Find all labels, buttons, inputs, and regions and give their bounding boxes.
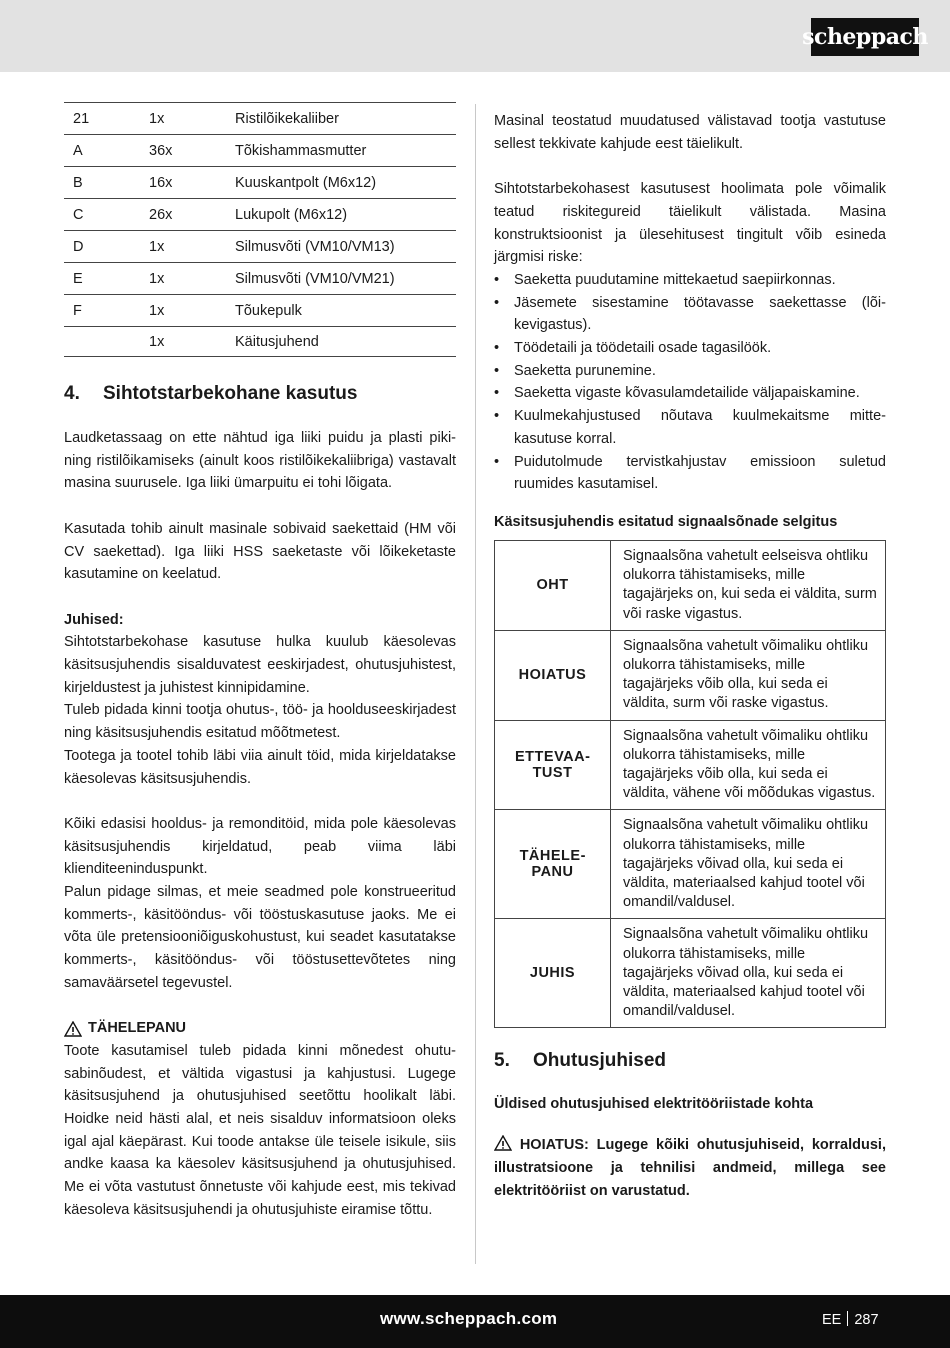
part-name: Tõukepulk [226,295,456,327]
modifications-paragraph: Masinal teostatud muudatused välistavad tootja vastutuse sellest tekkivate kahjude eest täielikult. [494,113,886,152]
right-column [494,110,886,1203]
part-quantity: 1x [140,103,226,135]
section-5-heading: 5. Ohutusjuhised [494,1050,666,1072]
risk-item: • Jäsemete sisestamine töötavasse saekettasse (lõikevigastus). [494,292,886,337]
instructions-label: Juhised: [64,611,124,628]
parts-row [64,167,456,199]
page-indicator [822,1311,879,1328]
part-id: B [64,167,140,199]
residual-risk-paragraph: Sihtotstarbekohasest kasutusest hoolimata pole võimalik teatud riskitegureid täielikult välistada. Masina konstruktsioonist ja ülesehitusest tingitult võib esineda järgmisi riske: [494,181,886,266]
parts-row [64,135,456,167]
signal-word: TÄHELEPANU [495,810,611,919]
part-id: A [64,135,140,167]
saw-blade-paragraph: Kasutada tohib ainult masinale sobivaid saekettaid (HM või CV saekettad). Iga liiki HSS saeketaste või lõikeketaste kasutamine on keelatud. [64,520,456,583]
risk-item: • Töödetaili ja töödetaili osade tagasilöök. [494,337,886,360]
risk-list [494,269,886,496]
risk-item: • Saeketta puudutamine mittekaetud saepiirkonnas. [494,269,886,292]
section-4-heading: 4. Sihtotstarbekohane kasutus [64,383,358,404]
signal-description: Signaalsõna vahetult võimaliku ohtliku olukorra tähistamiseks, mille tagajärjeks võivad olla, kui seda ei väldita, materiaalsed kahjud tootel või omandil/valdusel. [611,810,886,919]
maintenance-paragraph: Kõiki edasisi hooldus- ja remonditöid, mida pole käesolevas käsitsusjuhendis kirjeldatud, peab viima läbi klienditeeninduspunkt. [64,815,456,878]
warning-triangle-icon [64,1021,82,1037]
parts-row [64,263,456,295]
signal-word: JUHIS [495,919,611,1028]
brand-logo: scheppach [811,18,919,56]
part-quantity: 16x [140,167,226,199]
parts-table [64,102,456,357]
signal-row [495,720,886,810]
part-quantity: 1x [140,295,226,327]
signal-words-title: Käsitsusjuhendis esitatud signaalsõnade selgitus [494,513,838,530]
parts-row [64,103,456,135]
part-name: Kuuskantpolt (M6x12) [226,167,456,199]
column-divider [475,104,476,1264]
parts-row [64,295,456,327]
parts-row [64,327,456,357]
signal-description: Signaalsõna vahetult võimaliku ohtliku olukorra tähistamiseks, mille tagajärjeks võib olla, kui seda ei väldita, vähene või mõõdukas vigastus. [611,720,886,810]
signal-row [495,810,886,919]
header-bar [0,0,950,72]
part-id: F [64,295,140,327]
part-quantity: 1x [140,231,226,263]
commercial-use-paragraph: Palun pidage silmas, et meie seadmed pole konstrueeritud kommerts-, käsitööndus- või tööstuskasutuse jaoks. Me ei võta üle pretensiooniõiguskohustust, kui seadet kasutatakse kommerts-, käsitööndus- või tööstusettevõtetes ning samaväärsetel tegevustel. [64,884,456,991]
risk-item: • Kuulmekahjustused nõutava kuulmekaitsme mittekasutuse korral. [494,405,886,450]
signal-row [495,540,886,630]
part-name: Silmusvõti (VM10/VM13) [226,231,456,263]
notice-heading: TÄHELEPANU [64,1017,456,1040]
risk-item: • Saeketta purunemine. [494,360,886,383]
signal-word: OHT [495,540,611,630]
signal-row [495,630,886,720]
part-quantity: 26x [140,199,226,231]
page-number: 287 [854,1312,879,1328]
instructions-paragraph-1: Sihtotstarbekohase kasutuse hulka kuulub käesolevas käsitsusjuhendis sisalduvatest eeskirjadest, ohutusjuhistest, kirjeldustest ja juhistest kinnipidamine. [64,634,456,696]
signal-description: Signaalsõna vahetult võimaliku ohtliku olukorra tähistamiseks, mille tagajärjeks võib olla, kui seda ei väldita, surm või raske vigastus. [611,630,886,720]
risk-item: • Saeketta vigaste kõvasulamdetailide väljapaiskamine. [494,382,886,405]
left-column [64,102,456,1222]
warning-triangle-icon [494,1135,512,1151]
risk-item: • Puidutolmude tervistkahjustav emissioon suletud ruumides kasutamisel. [494,451,886,496]
signal-word: ETTEVAATUST [495,720,611,810]
language-code: EE [822,1312,842,1328]
part-name: Ristilõikekaliiber [226,103,456,135]
signal-words-table [494,540,886,1028]
part-id: C [64,199,140,231]
part-quantity: 1x [140,327,226,357]
general-safety-subheading: Üldised ohutusjuhised elektritööriistade kohta [494,1096,814,1113]
intended-use-paragraph: Laudketassaag on ette nähtud iga liiki puidu ja plasti piki- ning ristilõikamiseks (ainult koos ristilõikekaliibriga) vastavalt masina suurusele. Iga liiki ümarpuitu ei tohi lõigata. [64,430,456,492]
notice-paragraph: Toote kasutamisel tuleb pidada kinni mõnedest ohutusabinõudest, et vältida vigastusi ja kahjustusi. Lugege käsitsusjuhend ja ohutusjuhised seetõttu hoolikalt läbi. Hoidke neid hästi alal, et neis sisalduv informatsioon oleks igal ajal käepärast. Kui toode antakse üle teisele isikule, siis andke kaasa ka käesolev käsitsusjuhend ja ohutusjuhised. Me ei võta vastutust õnnetuste või kahjude eest, mis tekivad käesoleva käsitsusjuhendi ja ohutusjuhiste eiramise tõttu. [64,1042,456,1218]
parts-row [64,231,456,263]
part-name: Lukupolt (M6x12) [226,199,456,231]
website-link[interactable]: www.scheppach.com [380,1309,558,1328]
part-id: 21 [64,103,140,135]
part-name: Tõkishammasmutter [226,135,456,167]
part-quantity: 1x [140,263,226,295]
footer-bar [0,1295,950,1348]
part-id [64,327,140,357]
signal-row [495,919,886,1028]
signal-description: Signaalsõna vahetult eelseisva ohtliku olukorra tähistamiseks, mille tagajärjeks on, kui seda ei väldita, surm või raske vigastus. [611,540,886,630]
signal-description: Signaalsõna vahetult võimaliku ohtliku olukorra tähistamiseks, mille tagajärjeks võivad olla, kui seda ei väldita, materiaalsed kahjud tootel või omandil/valdusel. [611,919,886,1028]
part-name: Käitusjuhend [226,327,456,357]
instructions-paragraph-2: Tuleb pidada kinni tootja ohutus-, töö- ja hoolduseeskirjadest ning käsitsusjuhendis esitatud mõõtmetest. [64,702,456,742]
warning-block: HOIATUS: Lugege kõiki ohutusjuhiseid, korraldusi, illustratsioone ja tehnilisi andmeid, millega see elektritööriist on varustatud. [494,1137,886,1199]
part-name: Silmusvõti (VM10/VM21) [226,263,456,295]
part-id: E [64,263,140,295]
part-quantity: 36x [140,135,226,167]
signal-word: HOIATUS [495,630,611,720]
parts-row [64,199,456,231]
instructions-paragraph-3: Tootega ja tootel tohib läbi viia ainult töid, mida kirjeldatakse käesolevas käsitsusjuhendis. [64,747,456,787]
part-id: D [64,231,140,263]
